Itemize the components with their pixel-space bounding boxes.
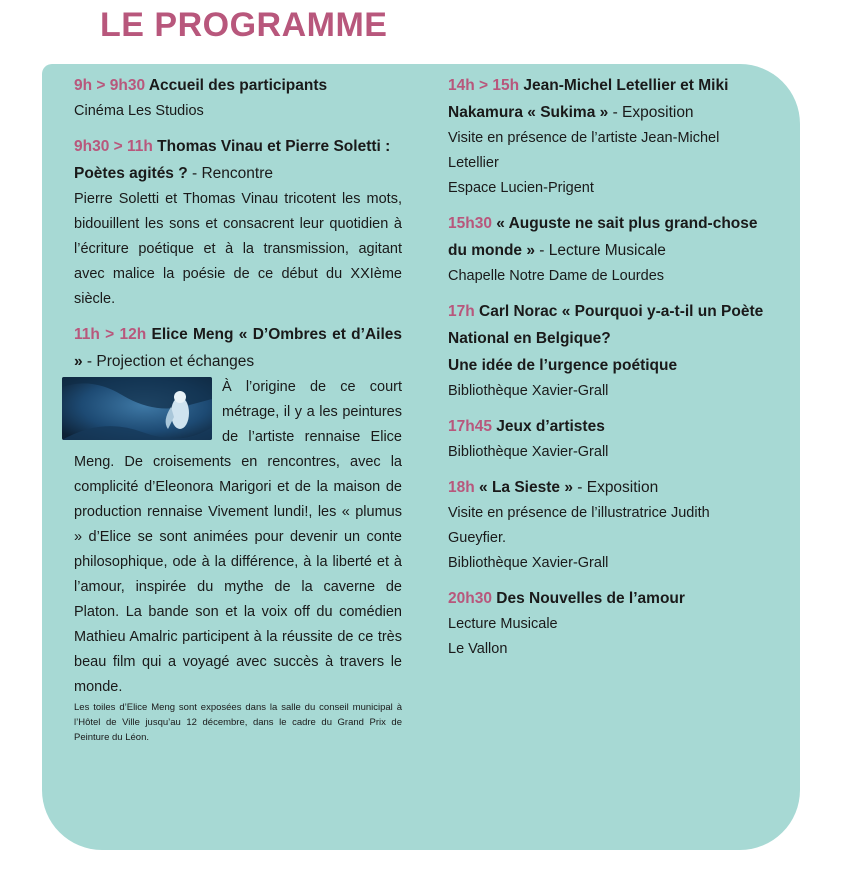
event-accueil (74, 72, 402, 124)
event-time: 20h30 (448, 590, 492, 607)
event-nouvelles-amour (448, 585, 768, 662)
event-title: Jeux d’artistes (491, 418, 605, 435)
event-description: Visite en présence de l’artiste Jean-Michel Letellier (448, 130, 720, 171)
event-place: Bibliothèque Xavier-Grall (448, 383, 609, 399)
event-place: Chapelle Notre Dame de Lourdes (448, 268, 665, 284)
event-carl-norac (448, 298, 768, 404)
event-subtitle: Une idée de l’urgence poétique (448, 357, 678, 374)
event-time: 15h30 (448, 215, 492, 232)
event-time: 9h > 9h30 (74, 77, 146, 94)
page-title: LE PROGRAMME (100, 6, 388, 44)
event-title: Jean-Michel Letellier et Miki Nakamura « Sukima » (448, 77, 729, 121)
event-time: 14h > 15h (448, 77, 520, 94)
event-letellier-nakamura (448, 72, 768, 201)
event-vinau-soletti (74, 133, 402, 312)
event-description: À l’origine de ce court métrage, il y a les peintures de l’artiste rennaise Elice Meng. De croisements en rencontres, avec la complicité d’Eleonora Marigori et de la maison de production rennaise Vivement lundi!, les « plumus » d’Elice se sont animées pour devenir un conte philosophique, ode à la différence, à la liberté et à l’amour, inspirée du mythe de la caverne de Platon. La bande son et la voix off du comédien Mathieu Amalric participent à la réussite de ce très beau film qui a voyagé avec succès à travers le monde. (74, 379, 402, 695)
event-la-sieste (448, 474, 768, 576)
event-title: Accueil des participants (145, 77, 328, 94)
event-place: Bibliothèque Xavier-Grall (448, 444, 609, 460)
event-type: - Rencontre (187, 165, 274, 182)
event-time: 18h (448, 479, 475, 496)
event-type: - Exposition (572, 479, 659, 496)
event-jeux-artistes (448, 413, 768, 465)
film-still-image (62, 377, 212, 440)
event-place: Espace Lucien-Prigent (448, 180, 594, 196)
event-description: Pierre Soletti et Thomas Vinau tricotent les mots, bidouillent les sons et consacrent leur quotidien à l’écriture poétique et à la transmission, agitant avec malice la poésie de ce début du XXIème siècle. (74, 191, 402, 307)
right-column (448, 72, 768, 671)
left-column (74, 72, 402, 754)
event-place: Cinéma Les Studios (74, 103, 204, 119)
event-time: 17h45 (448, 418, 492, 435)
event-note: Les toiles d’Elice Meng sont exposées dans la salle du conseil municipal à l’Hôtel de Ville jusqu’au 12 décembre, dans le cadre du Grand Prix de Peinture du Léon. (74, 702, 402, 743)
event-time: 11h > 12h (74, 326, 147, 343)
event-title: Thomas Vinau et Pierre Soletti : Poètes agités ? (74, 138, 391, 182)
event-time: 17h (448, 303, 475, 320)
event-time: 9h30 > 11h (74, 138, 153, 155)
event-type: Lecture Musicale (448, 616, 558, 632)
event-place: Le Vallon (448, 641, 508, 657)
event-elice-meng (74, 321, 402, 745)
event-title: Carl Norac « Pourquoi y-a-t-il un Poète National en Belgique? (448, 303, 764, 347)
event-title: « La Sieste » (474, 479, 573, 496)
event-description: Visite en présence de l’illustratrice Judith Gueyfier. (448, 505, 710, 546)
event-type: - Lecture Musicale (534, 242, 666, 259)
event-title: Elice Meng « D’Ombres et d’Ailes » (74, 326, 402, 370)
event-place: Bibliothèque Xavier-Grall (448, 555, 609, 571)
event-auguste (448, 210, 768, 289)
event-type: - Projection et échanges (82, 353, 255, 370)
event-title: Des Nouvelles de l’amour (491, 590, 685, 607)
event-type: - Exposition (608, 104, 694, 121)
event-title: « Auguste ne sait plus grand-chose du monde » (448, 215, 758, 259)
